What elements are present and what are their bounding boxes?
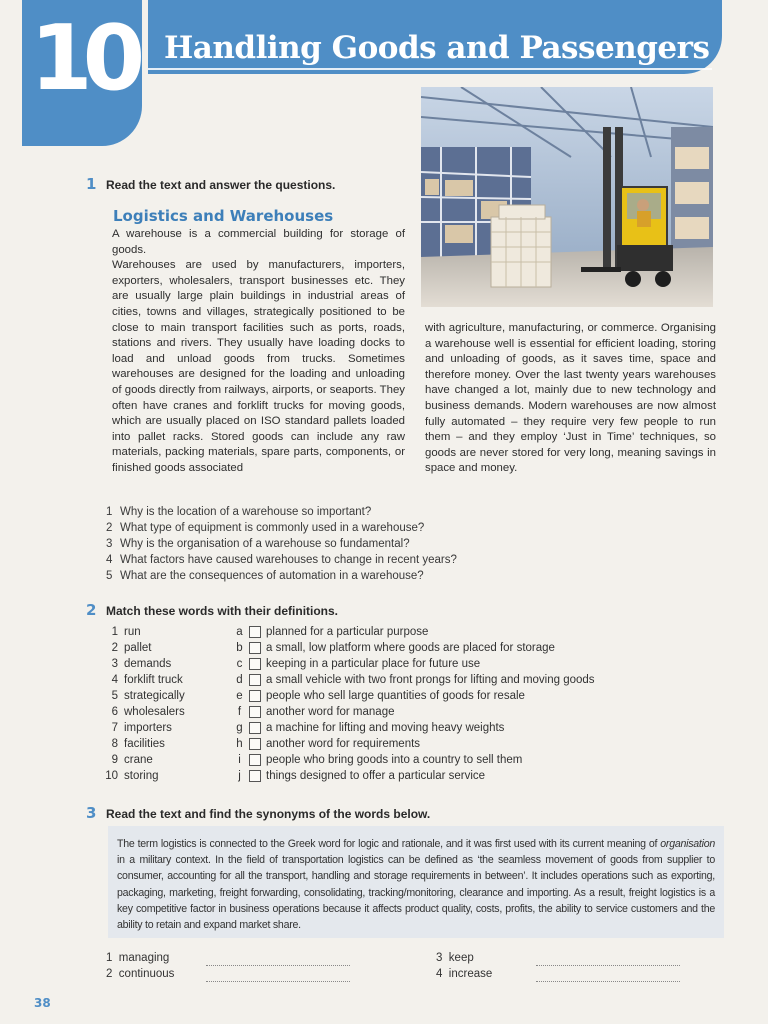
unit-number: 10	[30, 6, 136, 111]
definition-letter: b	[236, 642, 243, 654]
definition-letter: g	[236, 722, 243, 734]
matching-row	[105, 624, 665, 640]
definition-text: people who sell large quantities of goods for resale	[266, 690, 525, 702]
comprehension-questions	[106, 504, 536, 584]
matching-row	[105, 656, 665, 672]
synonym-word: managing	[118, 952, 170, 964]
text-box-part: The term logistics is connected to the Greek word for logic and rationale, and it was first used with its current meaning of	[117, 838, 661, 850]
word-number: 1	[111, 626, 118, 638]
matching-word: forklift truck	[124, 674, 183, 686]
definition-letter: d	[236, 674, 243, 686]
matching-word: facilities	[124, 738, 165, 750]
word-number: 10	[105, 770, 118, 782]
question-item	[106, 536, 536, 552]
definition-text: a small, low platform where goods are placed for storage	[266, 642, 555, 654]
answer-checkbox[interactable]	[249, 658, 261, 670]
synonym-number: 1	[106, 952, 113, 964]
matching-row	[105, 752, 665, 768]
article-paragraph: with agriculture, manufacturing, or commerce. Organising a warehouse well is essential for efficient loading, storing and unloading of goods, as it saves time, space and therefore money. Over the last twenty years warehouses have changed a lot, mainly due to new technology and business demands. Modern warehouses are now almost fully automated – they require very few people to run them – and they employ ‘Just in Time’ techniques, so goods are never stored for very long, meaning savings in space and money.	[425, 322, 716, 475]
exercise-2-instruction: Match these words with their definitions.	[106, 604, 339, 618]
matching-word: run	[124, 626, 141, 638]
matching-word: storing	[124, 770, 159, 782]
definition-letter: h	[236, 738, 243, 750]
definition-text: a machine for lifting and moving heavy weights	[266, 722, 505, 734]
question-item	[106, 552, 536, 568]
answer-checkbox[interactable]	[249, 690, 261, 702]
matching-word: crane	[124, 754, 153, 766]
matching-word: pallet	[124, 642, 152, 654]
matching-row	[105, 736, 665, 752]
word-number: 2	[111, 642, 118, 654]
question-item	[106, 520, 536, 536]
word-number: 5	[111, 690, 118, 702]
word-number: 3	[111, 658, 118, 670]
answer-checkbox[interactable]	[249, 706, 261, 718]
word-number: 4	[111, 674, 118, 686]
question-text: What factors have caused warehouses to change in recent years?	[120, 554, 457, 566]
logistics-text-box	[108, 826, 724, 938]
answer-checkbox[interactable]	[249, 770, 261, 782]
question-text: What are the consequences of automation in a warehouse?	[120, 570, 424, 582]
synonym-number: 3	[436, 952, 443, 964]
exercise-1-instruction: Read the text and answer the questions.	[106, 178, 336, 192]
answer-checkbox[interactable]	[249, 674, 261, 686]
word-number: 9	[111, 754, 118, 766]
matching-row	[105, 640, 665, 656]
exercise-3-instruction: Read the text and find the synonyms of the words below.	[106, 807, 431, 821]
definition-letter: e	[236, 690, 243, 702]
synonym-answer-line-1[interactable]	[206, 965, 350, 966]
unit-title: Handling Goods and Passengers	[164, 30, 710, 66]
synonym-item-1	[106, 952, 169, 964]
question-number: 5	[106, 570, 113, 582]
definition-text: keeping in a particular place for future use	[266, 658, 481, 670]
answer-checkbox[interactable]	[249, 642, 261, 654]
definition-letter: f	[237, 706, 242, 718]
synonym-item-4	[436, 968, 492, 980]
definition-text: planned for a particular purpose	[266, 626, 429, 638]
text-box-part: in a military context. In the field of transportation logistics can be defined as ‘the seamless movement of goods from supplier to consumer, accounting for all the transport, handling and storage requirements in between’. It includes operations such as exporting, packaging, marketing, freight forwarding, consolidating, tracking/monitoring, clearance and importing. As a result, freight logistics is a key competitive factor in business operations because it affects product quality, costs, profits, the ability to service customers and the ability to retain and expand market share.	[117, 854, 715, 932]
matching-row	[105, 720, 665, 736]
synonym-word: keep	[448, 952, 474, 964]
question-text: Why is the organisation of a warehouse so fundamental?	[120, 538, 410, 550]
definition-text: another word for requirements	[266, 738, 421, 750]
question-number: 3	[106, 538, 113, 550]
synonym-item-3	[436, 952, 474, 964]
answer-checkbox[interactable]	[249, 626, 261, 638]
definition-text: another word for manage	[266, 706, 395, 718]
question-number: 4	[106, 554, 113, 566]
article-paragraph: Warehouses are used by manufacturers, importers, exporters, wholesalers, transport businesses etc. They are usually large plain buildings in industrial areas of cities, towns and villages, strategically positioned to be close to main transport facilities such as ports, roads, stations and rivers. They usually have loading docks to load and unload goods from trucks. Sometimes warehouses are designed for the loading and unloading of goods directly from railways, airports, or seaports. They often have cranes and forklift trucks for moving goods, which are usually placed on ISO standard pallets loaded into pallet racks. Stored goods can include any raw materials, packing materials, spare parts, components, or finished goods associated	[112, 259, 405, 474]
answer-checkbox[interactable]	[249, 754, 261, 766]
definition-text: people who bring goods into a country to sell them	[266, 754, 523, 766]
synonym-answer-line-2[interactable]	[206, 981, 350, 982]
word-number: 7	[111, 722, 118, 734]
exercise-1-number: 1	[86, 175, 97, 193]
definition-letter: j	[238, 770, 241, 782]
synonym-number: 2	[106, 968, 113, 980]
answer-checkbox[interactable]	[249, 722, 261, 734]
synonym-number: 4	[436, 968, 443, 980]
definition-letter: i	[238, 754, 241, 766]
synonym-word: continuous	[118, 968, 175, 980]
article-paragraph: A warehouse is a commercial building for storage of goods.	[112, 228, 405, 256]
synonym-answer-line-3[interactable]	[536, 965, 680, 966]
synonym-word: increase	[448, 968, 493, 980]
matching-row	[105, 672, 665, 688]
question-text: Why is the location of a warehouse so important?	[120, 506, 372, 518]
matching-row	[105, 768, 665, 784]
text-box-italic: organisation	[660, 838, 715, 850]
synonym-answer-line-4[interactable]	[536, 981, 680, 982]
question-text: What type of equipment is commonly used in a warehouse?	[120, 522, 425, 534]
exercise-2-number: 2	[86, 601, 97, 619]
question-number: 2	[106, 522, 113, 534]
question-item	[106, 504, 536, 520]
warehouse-forklift-photo	[421, 87, 713, 307]
word-number: 6	[111, 706, 118, 718]
definition-letter: a	[236, 626, 243, 638]
matching-row	[105, 704, 665, 720]
matching-word: demands	[124, 658, 172, 670]
matching-table	[105, 624, 665, 784]
question-number: 1	[106, 506, 113, 518]
answer-checkbox[interactable]	[249, 738, 261, 750]
question-item	[106, 568, 536, 584]
article-right-column	[425, 321, 716, 477]
page-number: 38	[34, 996, 51, 1010]
exercise-3-number: 3	[86, 804, 97, 822]
article-left-column	[112, 227, 405, 477]
synonym-item-2	[106, 968, 174, 980]
word-number: 8	[111, 738, 118, 750]
matching-word: wholesalers	[124, 706, 185, 718]
matching-row	[105, 688, 665, 704]
article-title: Logistics and Warehouses	[113, 207, 334, 225]
matching-word: importers	[124, 722, 172, 734]
definition-text: things designed to offer a particular service	[266, 770, 486, 782]
definition-text: a small vehicle with two front prongs for lifting and moving goods	[266, 674, 595, 686]
matching-word: strategically	[124, 690, 185, 702]
definition-letter: c	[236, 658, 243, 670]
